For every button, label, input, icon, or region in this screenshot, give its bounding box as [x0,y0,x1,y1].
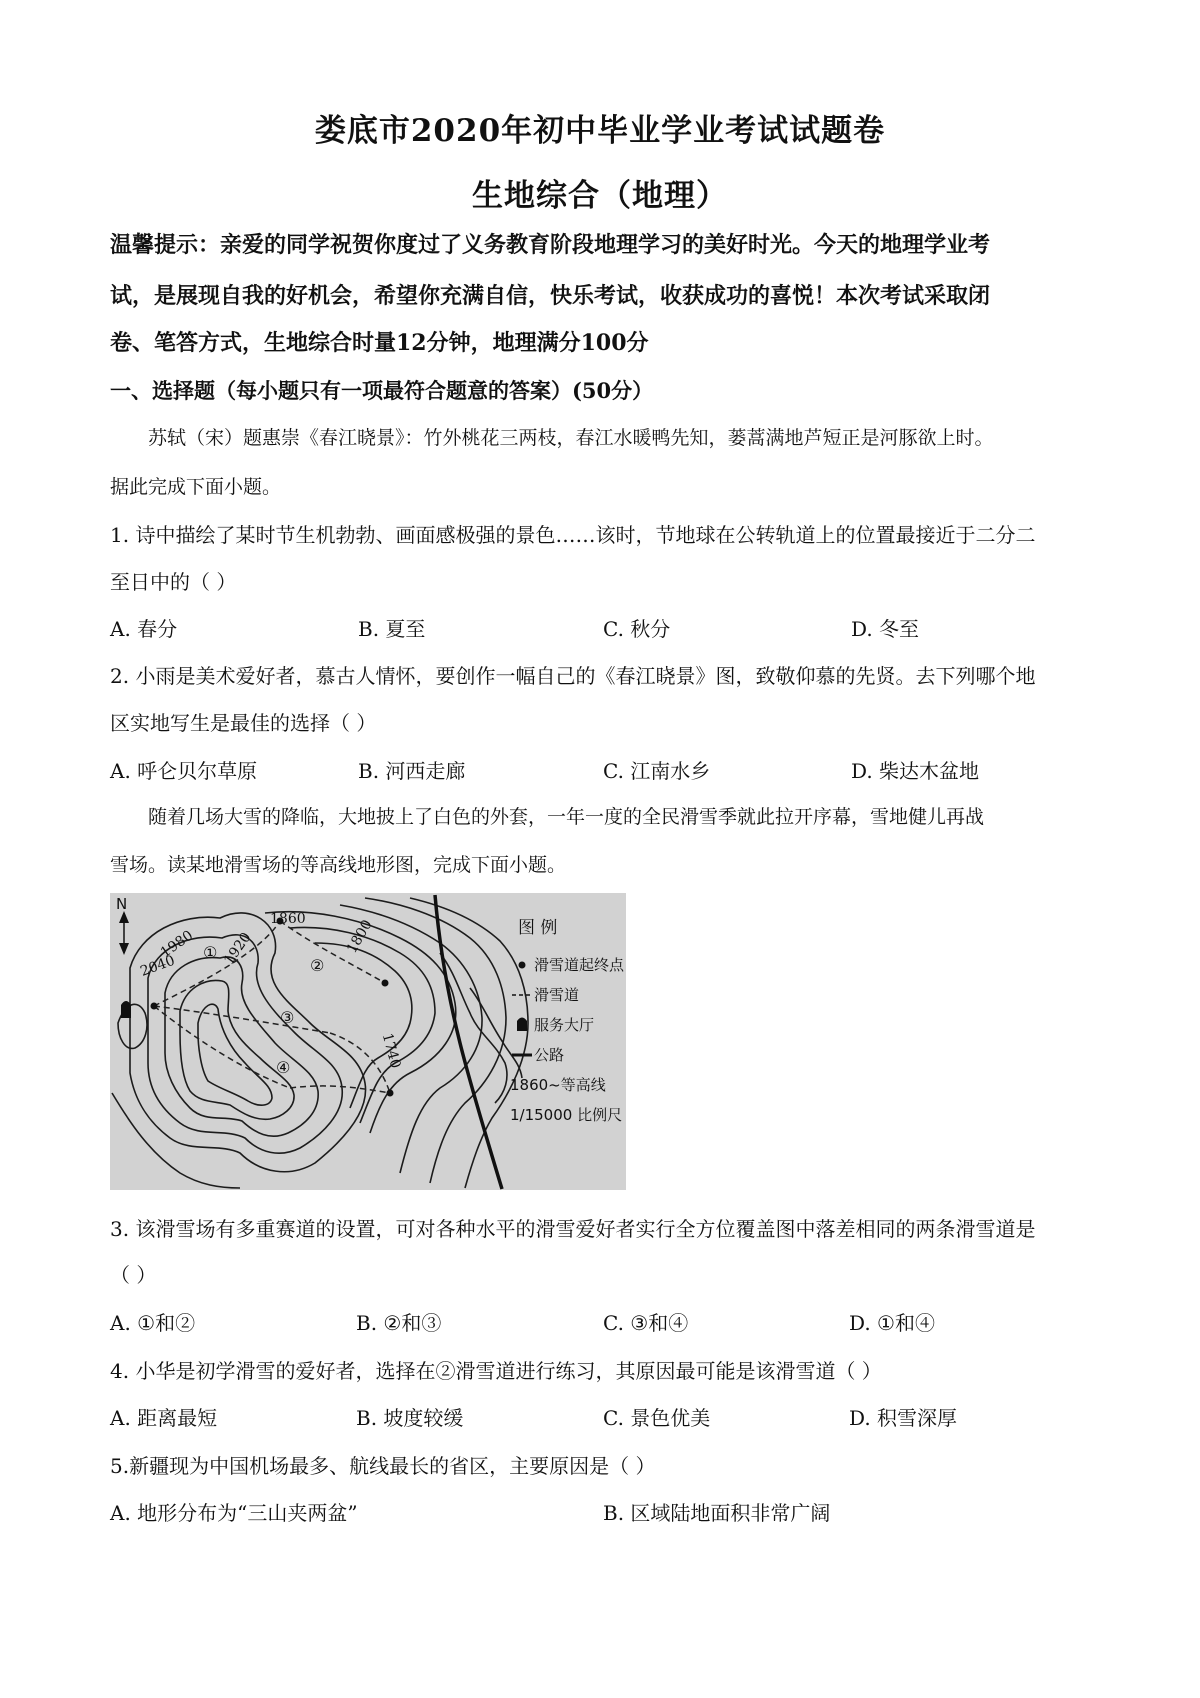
passage2-line-1: 随着几场大雪的降临，大地披上了白色的外套，一年一度的全民滑雪季就此拉开序幕，雪地健儿再战 [148,806,985,828]
exam-subtitle: 生地综合（地理） [472,178,728,214]
q2-option-c[interactable]: C. 江南水乡 [603,759,711,783]
exam-title: 娄底市2020年初中毕业学业考试试题卷 [314,113,886,149]
contour-label: 1860 [270,911,306,927]
q4-option-a[interactable]: A. 距离最短 [110,1406,218,1430]
passage1-line-2: 据此完成下面小题。 [110,476,282,498]
q3-option-b[interactable]: B. ②和③ [356,1311,442,1335]
q3-stem-2: （ ） [110,1263,157,1287]
notice-line-3: 卷、笔答方式，生地综合时量12分钟，地理满分100分 [110,330,649,356]
q4-option-b[interactable]: B. 坡度较缓 [356,1406,464,1430]
q5-option-a[interactable]: A. 地形分布为“三山夹两盆” [110,1501,358,1525]
contour-label: 1740 [378,1031,404,1071]
q1-option-d[interactable]: D. 冬至 [851,617,920,641]
q3-option-d[interactable]: D. ①和④ [849,1311,935,1335]
q1-option-c[interactable]: C. 秋分 [603,617,671,641]
q1-stem-1: 1. 诗中描绘了某时节生机勃勃、画面感极强的景色……该时，节地球在公转轨道上的位置最接近于二分二 [110,523,1036,547]
contour-map [110,893,626,1190]
run-label: ① [203,943,218,962]
q2-option-b[interactable]: B. 河西走廊 [358,759,466,783]
passage1-line-1: 苏轼（宋）题惠崇《春江晓景》：竹外桃花三两枝，春江水暖鸭先知，蒌蒿满地芦短正是河豚欲上时。 [148,427,994,449]
q1-option-b[interactable]: B. 夏至 [358,617,426,641]
q2-option-d[interactable]: D. 柴达木盆地 [851,759,980,783]
q3-option-c[interactable]: C. ③和④ [603,1311,689,1335]
legend-title: 图 例 [518,918,558,938]
q3-option-a[interactable]: A. ①和② [110,1311,196,1335]
contour-label: 1800 [343,917,376,957]
q1-stem-2: 至日中的（ ） [110,570,237,594]
run-label: ③ [280,1008,295,1027]
legend-item: 1/15000 比例尺 [510,1106,623,1124]
service-hall-icon [121,1001,131,1018]
q2-option-a[interactable]: A. 呼仑贝尔草原 [110,759,258,783]
q4-stem: 4. 小华是初学滑雪的爱好者，选择在②滑雪道进行练习，其原因最可能是该滑雪道（ ） [110,1359,882,1383]
legend-item: 公路 [534,1046,565,1064]
road-line [435,895,502,1189]
run-label: ④ [276,1058,291,1077]
q1-option-a[interactable]: A. 春分 [110,617,178,641]
q4-option-c[interactable]: C. 景色优美 [603,1406,711,1430]
q2-stem-1: 2. 小雨是美术爱好者，慕古人情怀，要创作一幅自己的《春江晓景》图，致敬仰慕的先贤。去下列哪个地 [110,664,1036,688]
north-label: N [116,895,128,913]
run-point [387,1090,394,1097]
run-label: ② [310,956,325,975]
section-heading: 一、选择题（每小题只有一项最符合题意的答案）(50分） [110,378,654,403]
north-arrow-icon [116,895,129,955]
legend-item: 1860~等高线 [510,1076,606,1094]
legend-item: 滑雪道起终点 [534,956,625,974]
notice-line-2: 试，是展现自我的好机会，希望你充满自信，快乐考试，收获成功的喜悦！本次考试采取闭 [110,283,991,309]
legend-item: 服务大厅 [534,1016,595,1034]
run-point [382,980,389,987]
run-point [151,1003,158,1010]
contour-label: 1920 [220,929,255,969]
q5-stem: 5.新疆现为中国机场最多、航线最长的省区，主要原因是（ ） [110,1454,656,1478]
notice-line-1: 温馨提示：亲爱的同学祝贺你度过了义务教育阶段地理学习的美好时光。今天的地理学业考 [110,232,991,258]
passage2-line-2: 雪场。读某地滑雪场的等高线地形图，完成下面小题。 [110,854,567,876]
q5-option-b[interactable]: B. 区域陆地面积非常广阔 [603,1501,831,1525]
q2-stem-2: 区实地写生是最佳的选择（ ） [110,711,377,735]
q4-option-d[interactable]: D. 积雪深厚 [849,1406,958,1430]
contour-label: 1980 [157,927,197,962]
q3-stem-1: 3. 该滑雪场有多重赛道的设置，可对各种水平的滑雪爱好者实行全方位覆盖图中落差相同的两条滑雪道是 [110,1217,1036,1241]
legend-item: 滑雪道 [534,986,580,1004]
contour-label: 2040 [138,952,178,980]
contour-map-drawing [110,893,626,1190]
